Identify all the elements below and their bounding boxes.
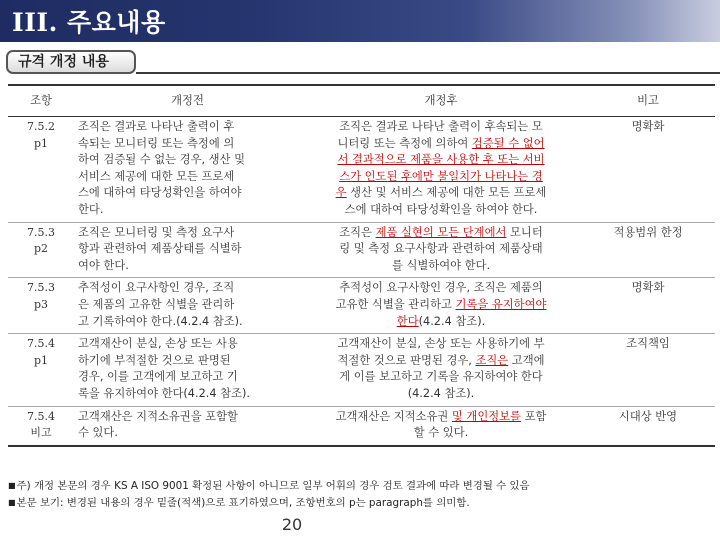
footnote-2: ■본문 보기: 변경된 내용의 경우 밑줄(적색)으로 표기하였으며, 조항번호의 p는 paragraph를 의미함. [8,496,470,509]
changed-text: 검증될 수 없어 [471,136,545,150]
column-header-note: 비고 [581,85,715,117]
cell-clause [8,406,74,446]
after-text: 를 식별하여야 한다. [391,258,491,272]
clause-line: 7.5.4 [27,337,55,351]
changed-text: 우 [335,186,347,200]
section-subtitle: 규격 개정 내용 [6,50,136,74]
clause-line: 7.5.3 [27,225,55,239]
cell-note: 조직책임 [581,334,715,406]
cell-before [74,278,301,334]
column-header-after: 개정후 [301,85,581,117]
cell-after [301,334,581,406]
after-text: 모니터 [506,225,543,239]
after-text: 고객에 [508,353,545,367]
before-line: 추적성이 요구사항인 경우, 조직 [78,281,235,295]
table-body [8,117,715,446]
before-line: 록을 유지하여야 한다(4.2.4 참조). [78,386,250,400]
after-line [305,202,577,219]
before-line: 스에 대하여 타당성확인을 하여야 [78,186,242,200]
cell-after [301,222,581,278]
after-text: 니터링 또는 측정에 의하여 [337,136,472,150]
after-line [305,409,577,426]
before-line: 경우, 이를 고객에게 보고하고 기 [78,370,238,384]
after-text: 할 수 있다. [413,426,469,440]
after-line [305,185,577,202]
clause-line: 비고 [30,426,52,440]
table-header-row [8,85,715,117]
clause-line: 7.5.4 [27,409,55,423]
column-header-before: 개정전 [74,85,301,117]
after-text: 조직은 [339,225,376,239]
bullet-icon: ■ [8,497,16,507]
clause-line: 7.5.2 [27,120,55,133]
cell-clause [8,334,74,406]
before-line: 조직은 모니터링 및 측정 요구사 [78,225,235,239]
before-line: 고객재산은 지적소유권을 포함할 [78,409,238,423]
bullet-icon: ■ [8,481,16,490]
changed-text: 및 개인정보를 [451,409,521,423]
after-line [305,314,577,331]
cell-after [301,278,581,334]
changed-text: 한다 [396,314,419,328]
after-text: 추적성이 요구사항인 경우, 조직은 제품의 [339,281,543,295]
cell-before [74,222,301,278]
after-line [305,297,577,314]
before-line: 항과 관련하여 제품상태를 식별하 [78,242,242,256]
before-line: 은 제품의 고유한 식별을 관리하 [78,297,235,311]
before-line: 고객재산이 분실, 손상 또는 사용 [78,337,238,351]
cell-note: 시대상 반영 [581,406,715,446]
footnotes [8,478,718,511]
clause-line: p1 [33,136,49,150]
cell-after [301,406,581,446]
changed-text: 조직은 [475,353,509,367]
after-text: 고유한 식별을 관리하고 [335,297,456,311]
table-row [8,278,715,334]
before-line: 여야 한다. [78,258,129,272]
after-line [305,241,577,258]
section-divider [136,72,720,74]
cell-after [301,117,581,223]
after-text: 링 및 측정 요구사항과 관련하여 제품상태 [339,242,543,256]
cell-before [74,406,301,446]
after-text: 생산 및 서비스 제공에 대한 모든 프로세 [346,186,547,200]
footnote-1: ■주) 개정 본문의 경우 KS A ISO 9001 확정된 사항이 아니므로 일부 어휘의 경우 검토 결과에 따라 변경될 수 있음 [8,480,530,492]
before-line: 고 기록하여야 한다.(4.2.4 참조). [78,314,243,328]
before-line: 하여 검증될 수 없는 경우, 생산 및 [78,153,246,167]
before-line: 조직은 결과로 나타난 출력이 후 [78,120,235,133]
after-line [305,280,577,297]
after-text: 조직은 결과로 나타난 출력이 후속되는 모 [339,120,543,133]
after-line [305,258,577,275]
before-line: 수 있다. [78,426,118,440]
before-line: 서비스 제공에 대한 모든 프로세 [78,169,235,183]
after-text: 게 이를 보고하고 기록을 유지하여야 한다 [339,370,543,384]
table-row [8,222,715,278]
after-line [305,225,577,242]
column-header-clause: 조항 [8,85,74,117]
changed-text: 기록을 유지하여야 [455,297,547,311]
cell-note: 적용범위 한정 [581,222,715,278]
cell-clause [8,278,74,334]
changed-text: 서 결과적으로 제품을 사용한 후 또는 서비 [337,153,545,167]
after-text: 포함 [520,409,547,423]
after-text: (4.2.4 참조). [407,386,475,400]
after-text: 스에 대하여 타당성확인을 하여야 한다. [344,202,538,216]
cell-note: 명확화 [581,278,715,334]
changed-text: 스가 인도된 후에만 불일치가 나타나는 경 [339,169,543,183]
cell-clause [8,222,74,278]
changed-text: 제품 실현의 모든 단계에서 [375,225,507,239]
cell-clause [8,117,74,223]
before-line: 한다. [78,202,104,216]
before-line: 하기에 부적절한 것으로 판명된 [78,353,231,367]
table-row [8,117,715,223]
after-line [305,152,577,169]
header-bar [0,0,720,42]
after-line [305,369,577,386]
table-row [8,334,715,406]
before-line: 속되는 모니터링 또는 측정에 의 [78,136,235,150]
after-text: 고객재산은 지적소유권 [335,409,452,423]
after-line [305,119,577,136]
page-title: III. 주요내용 [12,8,166,37]
after-line [305,386,577,403]
after-text: 고객재산이 분실, 손상 또는 사용하기에 부 [337,337,545,351]
after-line [305,425,577,442]
cell-before [74,334,301,406]
after-line [305,336,577,353]
cell-note: 명확화 [581,117,715,223]
after-line [305,353,577,370]
after-line [305,169,577,186]
after-text: 적절한 것으로 판명된 경우, [337,353,476,367]
page-number: 20 [281,515,303,534]
table-row [8,406,715,446]
after-line [305,136,577,153]
after-text: (4.2.4 참조). [418,314,486,328]
cell-before [74,117,301,223]
clause-line: p3 [33,297,49,311]
clause-line: p2 [33,242,49,256]
revision-table [8,84,715,447]
clause-line: 7.5.3 [27,281,55,295]
clause-line: p1 [33,353,49,367]
